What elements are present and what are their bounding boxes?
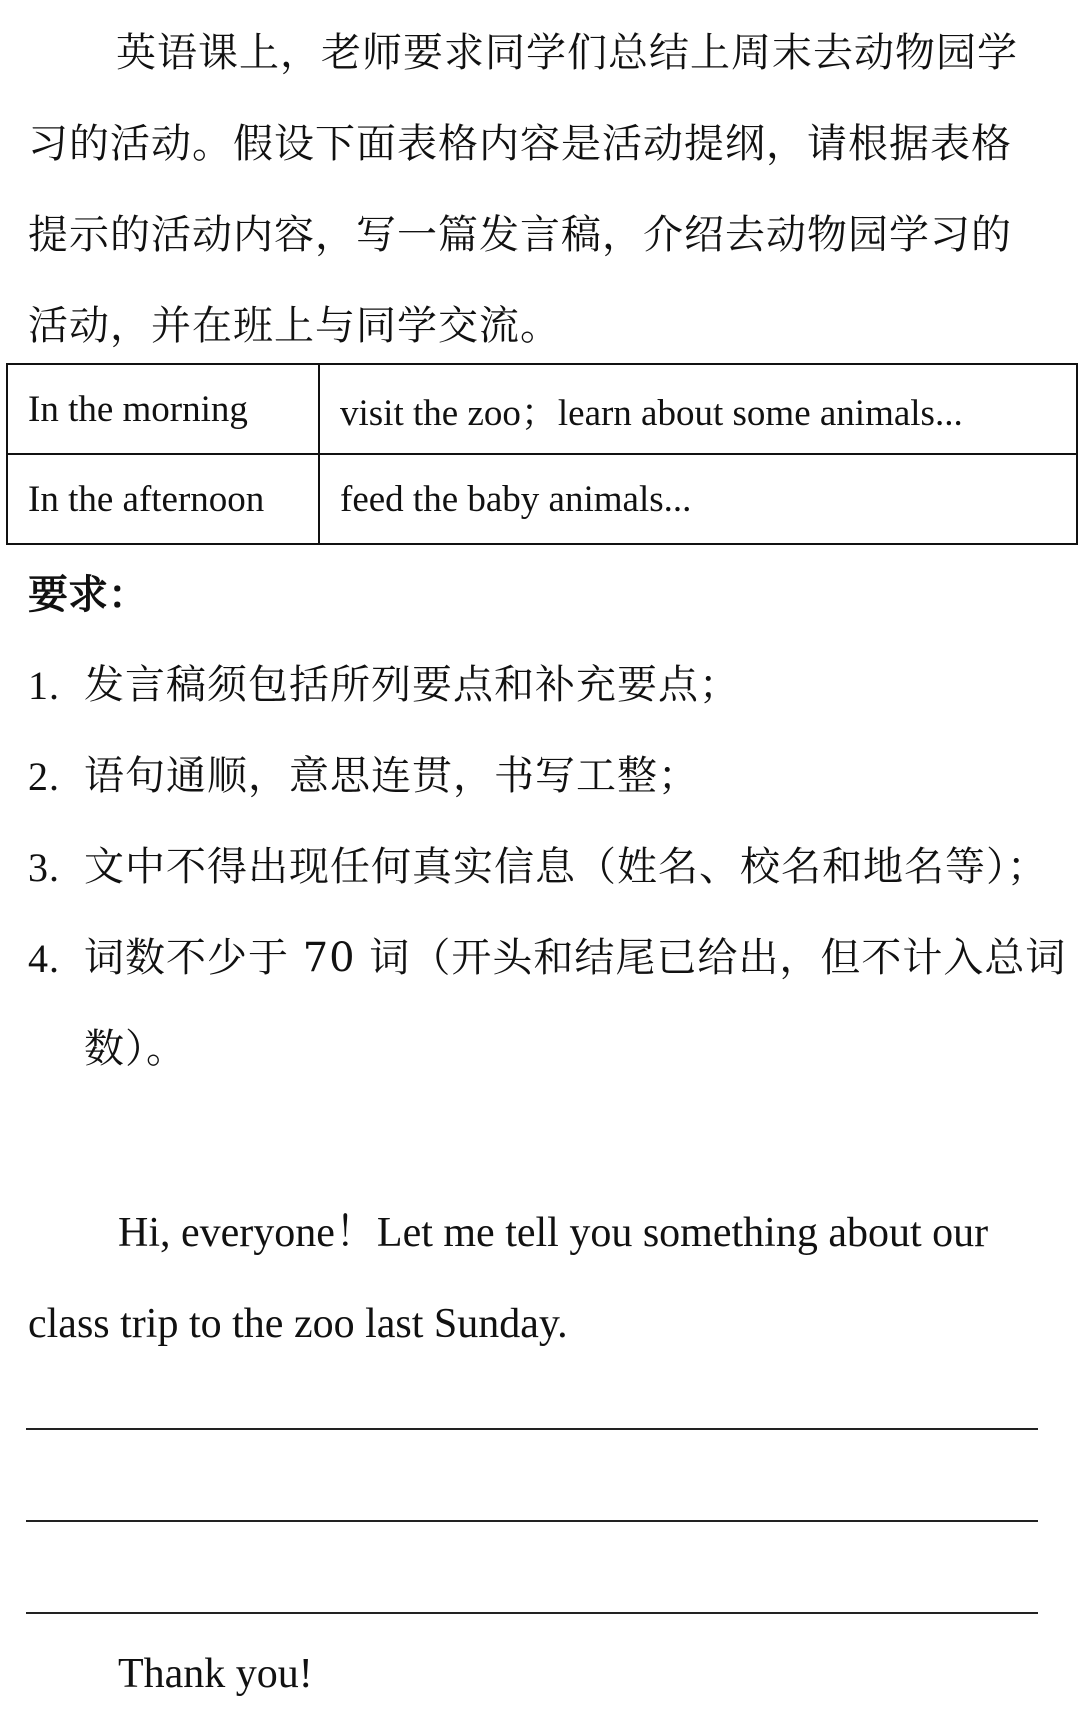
list-item <box>28 640 1068 731</box>
table-row <box>7 454 1077 544</box>
essay-closing: Thank you! <box>118 1651 313 1697</box>
requirement-text: 发言稿须包括所列要点和补充要点； <box>84 662 740 708</box>
requirement-text: 语句通顺，意思连贯，书写工整； <box>84 753 699 799</box>
list-item <box>28 822 1068 913</box>
requirement-text: 词数不少于 70 词（开头和结尾已给出，但不计入总词数）。 <box>84 935 1067 1072</box>
task-instructions: 英语课上，老师要求同学们总结上周末去动物园学习的活动。假设下面表格内容是活动提纲，请根据表格提示的活动内容，写一篇发言稿，介绍去动物园学习的活动，并在班上与同学交流。 <box>28 30 1018 349</box>
answer-blank-line[interactable] <box>26 1428 1038 1430</box>
requirement-number: 3. <box>28 845 60 890</box>
answer-blank-line[interactable] <box>26 1520 1038 1522</box>
requirements-heading: 要求： <box>28 571 148 618</box>
activity-outline-table <box>6 363 1078 545</box>
requirement-number: 1. <box>28 663 60 708</box>
list-item <box>28 913 1068 1095</box>
table-row <box>7 364 1077 454</box>
activity-cell: feed the baby animals... <box>319 454 1077 544</box>
essay-opening: Hi, everyone！Let me tell you something about our class trip to the zoo last Sunday. <box>28 1210 989 1347</box>
activity-cell: visit the zoo；learn about some animals... <box>319 364 1077 454</box>
requirement-text: 文中不得出现任何真实信息（姓名、校名和地名等）； <box>84 844 1048 890</box>
answer-blank-line[interactable] <box>26 1612 1038 1614</box>
requirements-list <box>28 640 1068 1095</box>
requirement-number: 4. <box>28 936 60 981</box>
time-cell: In the morning <box>7 364 319 454</box>
requirement-number: 2. <box>28 754 60 799</box>
time-cell: In the afternoon <box>7 454 319 544</box>
list-item <box>28 731 1068 822</box>
